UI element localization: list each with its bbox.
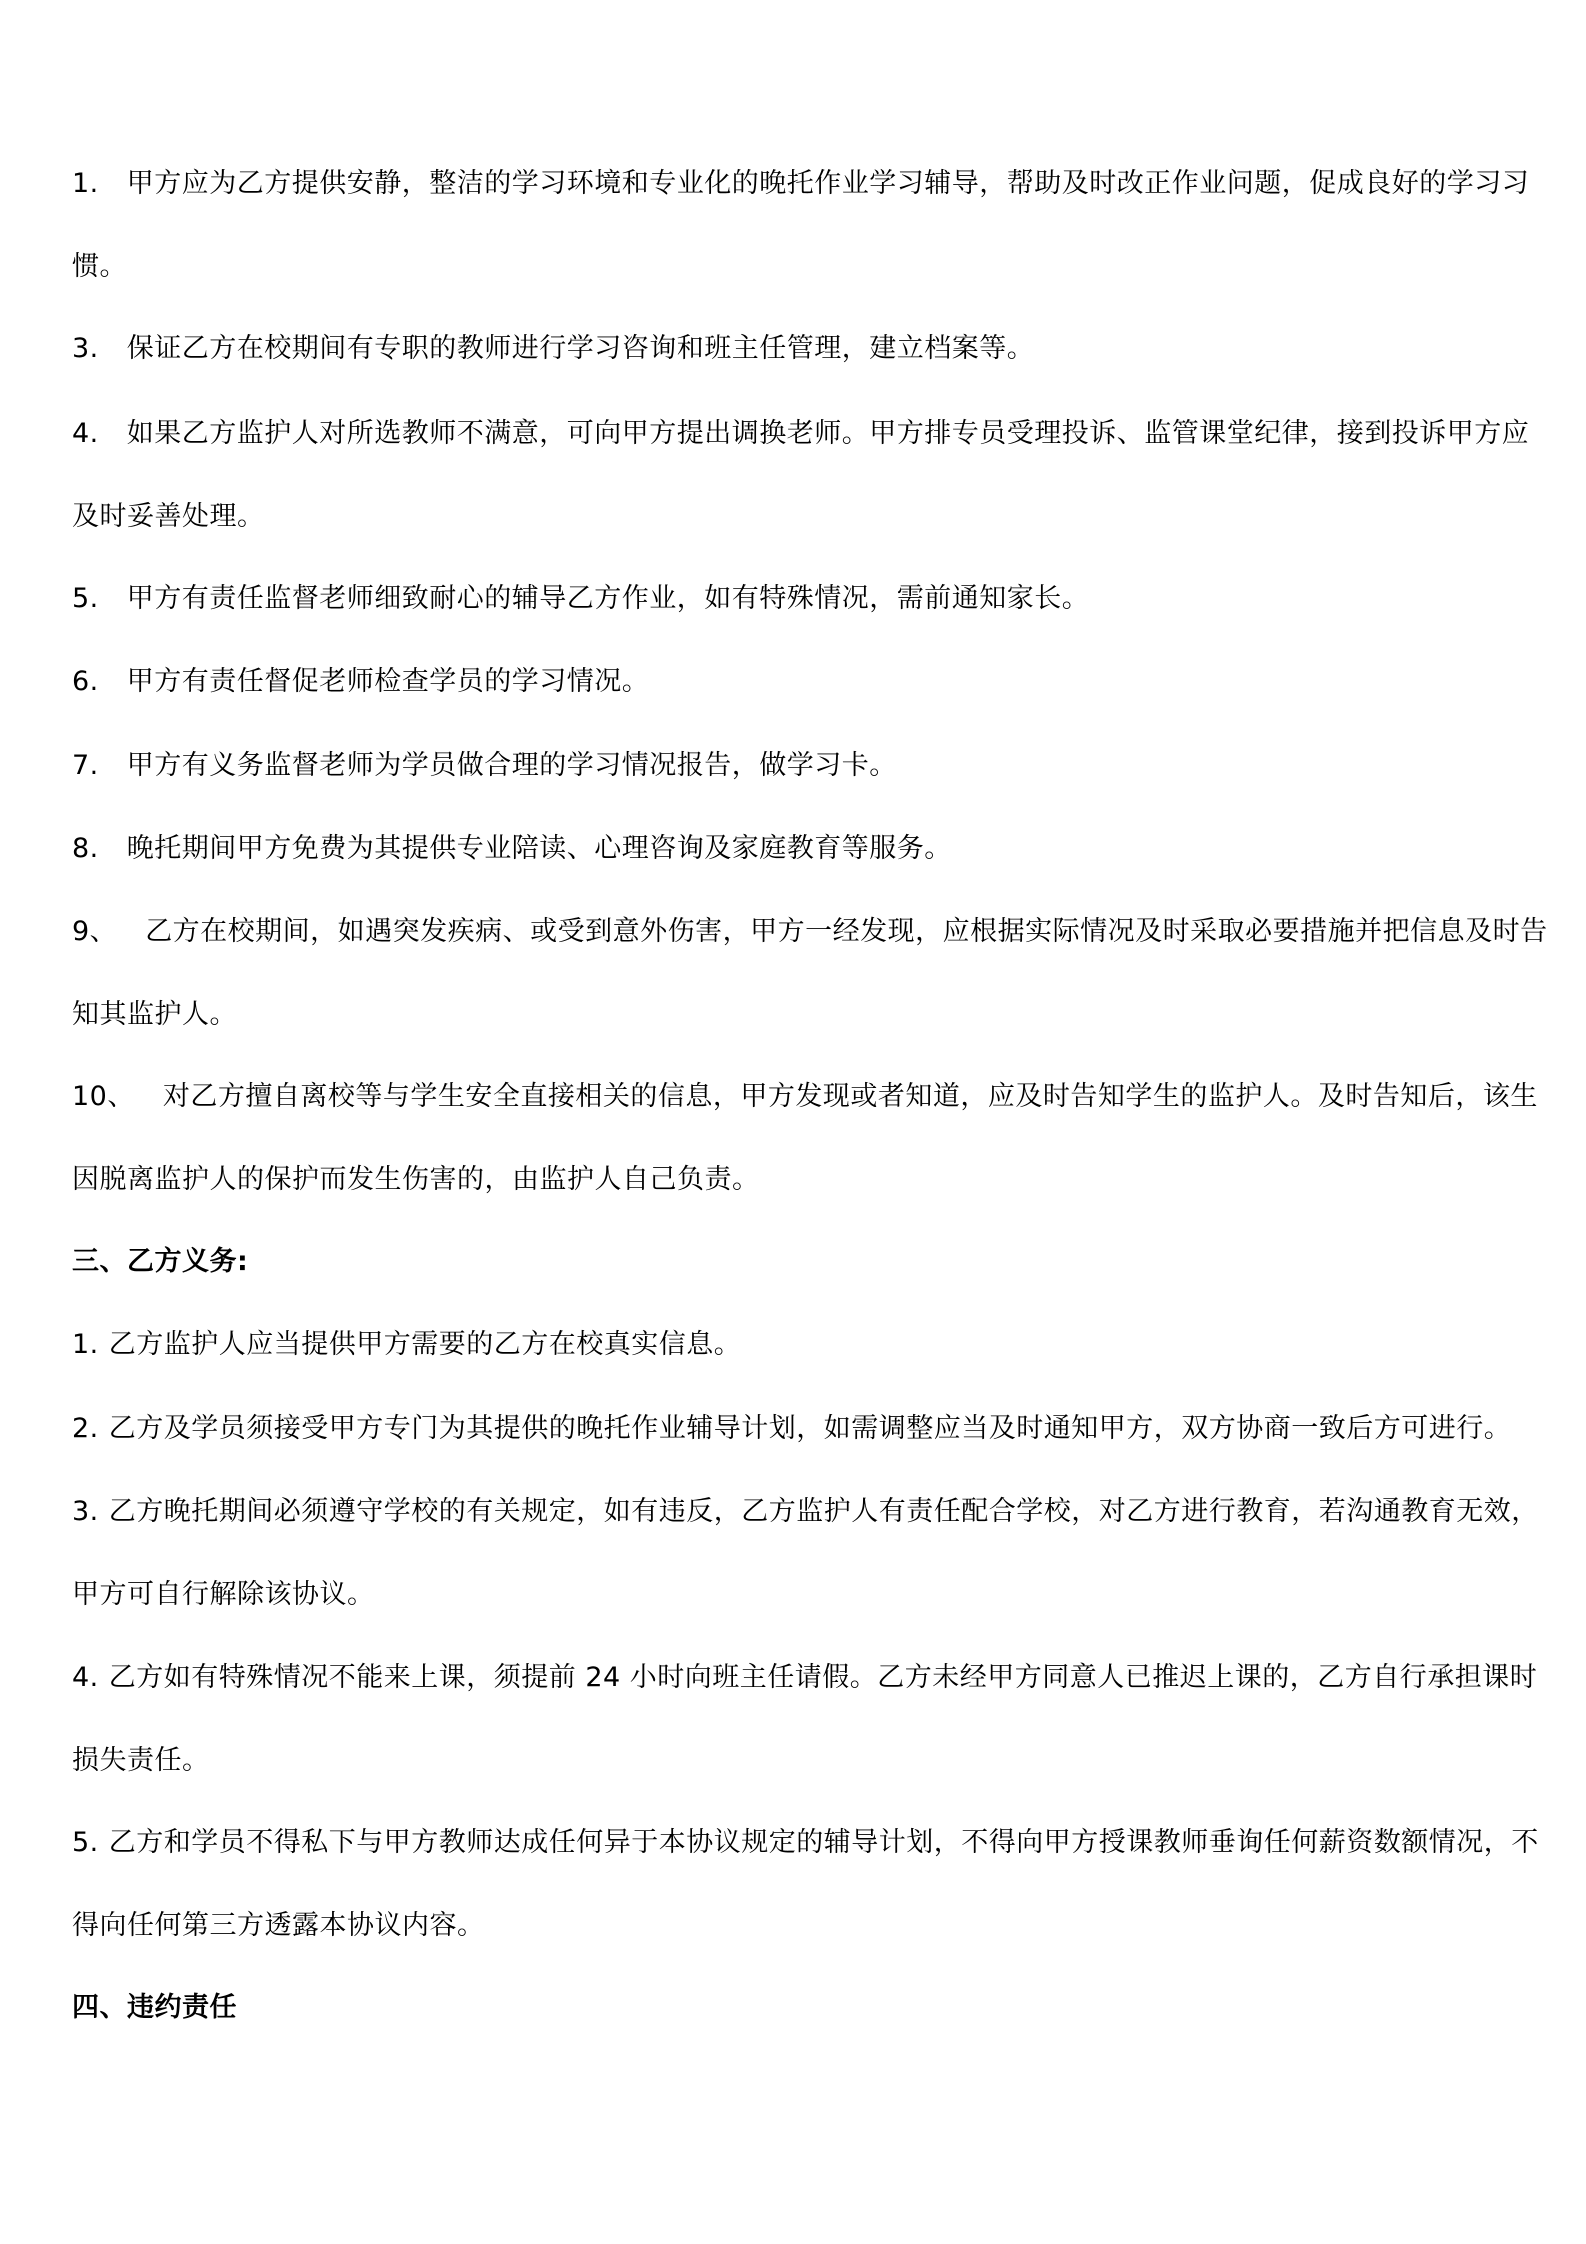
list-item [72, 890, 1557, 1056]
item-number: 1. [72, 168, 99, 199]
item-number: 5. [72, 1827, 99, 1858]
item-number: 9、 [72, 916, 118, 947]
item-number: 1. [72, 1329, 99, 1360]
list-item [72, 307, 1557, 390]
item-text: 甲方可自行解除该协议。 [72, 1579, 375, 1610]
item-number: 4. [72, 1662, 99, 1693]
item-number: 5. [72, 583, 99, 614]
item-text: 乙方监护人应当提供甲方需要的乙方在校真实信息。 [108, 1329, 742, 1360]
item-number: 3. [72, 333, 99, 364]
list-item [72, 1801, 1557, 1967]
list-item [72, 1636, 1557, 1802]
list-item [72, 724, 1557, 807]
item-text: 甲方应为乙方提供安静，整洁的学习环境和专业化的晚托作业学习辅导，帮助及时改正作业问题，促成良好的学习习 [126, 168, 1530, 199]
item-number: 3. [72, 1496, 99, 1527]
item-number: 8. [72, 833, 99, 864]
item-text: 如果乙方监护人对所选教师不满意，可向甲方提出调换老师。甲方排专员受理投诉、监管课堂纪律，接到投诉甲方应 [126, 418, 1530, 449]
item-number: 4. [72, 418, 99, 449]
list-item [72, 807, 1557, 890]
item-text: 乙方在校期间，如遇突发疾病、或受到意外伤害，甲方一经发现，应根据实际情况及时采取必要措施并把信息及时告 [145, 916, 1548, 947]
item-text: 甲方有责任监督老师细致耐心的辅导乙方作业，如有特殊情况，需前通知家长。 [126, 583, 1090, 614]
item-number: 7. [72, 750, 99, 781]
list-item [72, 1387, 1557, 1470]
item-text: 晚托期间甲方免费为其提供专业陪读、心理咨询及家庭教育等服务。 [126, 833, 952, 864]
item-text: 乙方晚托期间必须遵守学校的有关规定，如有违反，乙方监护人有责任配合学校，对乙方进行教育，若沟通教育无效， [108, 1496, 1539, 1527]
item-text: 对乙方擅自离校等与学生安全直接相关的信息，甲方发现或者知道，应及时告知学生的监护人。及时告知后，该生 [162, 1081, 1538, 1112]
list-item [72, 1055, 1557, 1221]
section-heading: 三、乙方义务: [72, 1246, 249, 1277]
list-item [72, 142, 1557, 308]
list-item [72, 640, 1557, 723]
item-text: 乙方和学员不得私下与甲方教师达成任何异于本协议规定的辅导计划，不得向甲方授课教师垂询任何薪资数额情况，不 [108, 1827, 1539, 1858]
item-text: 惯。 [72, 251, 127, 282]
item-text: 知其监护人。 [72, 999, 237, 1030]
item-number: 2. [72, 1413, 99, 1444]
item-number: 10、 [72, 1081, 135, 1112]
item-text: 得向任何第三方透露本协议内容。 [72, 1910, 485, 1941]
item-text: 因脱离监护人的保护而发生伤害的，由监护人自己负责。 [72, 1164, 760, 1195]
item-text: 及时妥善处理。 [72, 501, 265, 532]
item-text: 甲方有义务监督老师为学员做合理的学习情况报告，做学习卡。 [126, 750, 897, 781]
list-item [72, 1303, 1557, 1386]
item-number: 6. [72, 666, 99, 697]
item-text: 损失责任。 [72, 1745, 210, 1776]
list-item [72, 557, 1557, 640]
section-heading: 四、违约责任 [72, 1992, 237, 2023]
item-text: 乙方及学员须接受甲方专门为其提供的晚托作业辅导计划，如需调整应当及时通知甲方，双方协商一致后方可进行。 [108, 1413, 1512, 1444]
list-item [72, 1470, 1557, 1636]
item-text: 甲方有责任督促老师检查学员的学习情况。 [126, 666, 650, 697]
item-text: 保证乙方在校期间有专职的教师进行学习咨询和班主任管理，建立档案等。 [126, 333, 1035, 364]
item-text: 乙方如有特殊情况不能来上课，须提前 24 小时向班主任请假。乙方未经甲方同意人已推迟上课的，乙方自行承担课时 [108, 1662, 1538, 1693]
list-item [72, 392, 1557, 558]
